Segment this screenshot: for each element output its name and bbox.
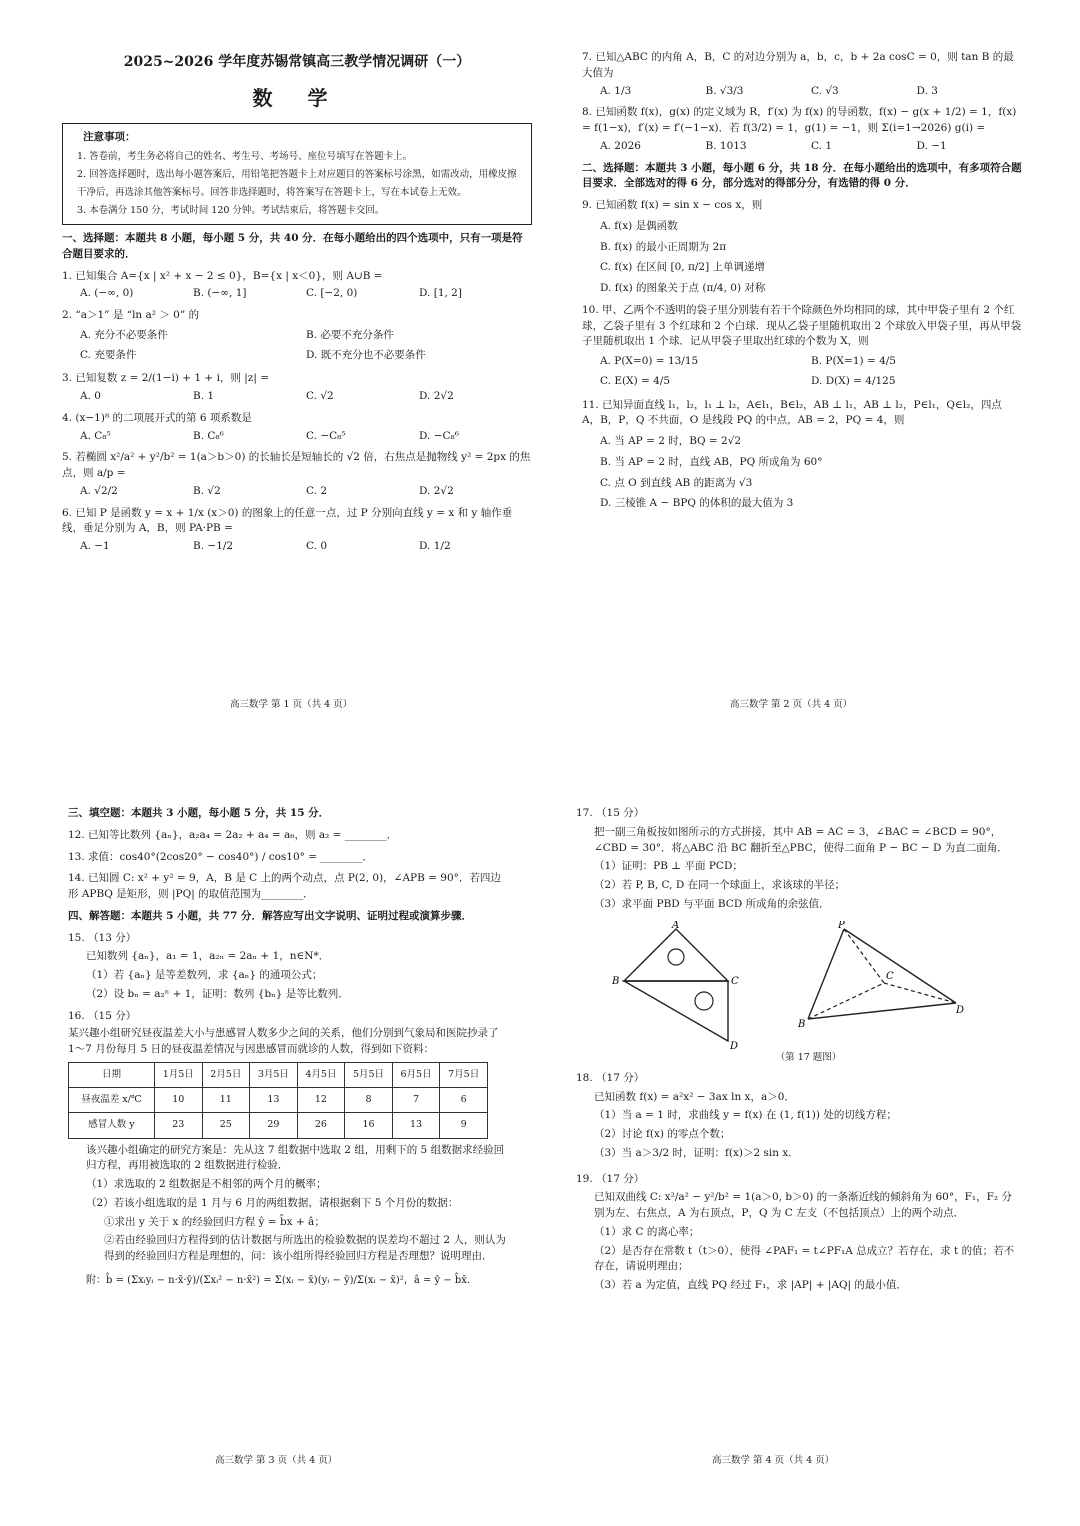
exam-title: 2025~2026 学年度苏锡常镇高三教学情况调研（一） [123,54,471,70]
edge-pd [844,929,956,1003]
page-1 [62,48,532,561]
page-3 [68,800,508,1288]
option: C. 点 O 到直线 AB 的距离为 √3 [600,476,753,489]
table-cell: 25 [202,1113,250,1138]
option: A. P(X=0) = 13/15 [600,355,699,367]
question-head: 15. （13 分） [68,931,137,944]
question-9 [582,198,1022,297]
question-3 [62,371,532,405]
option: C. 1 [811,139,833,152]
table-cell: 4月5日 [297,1062,345,1087]
question-5 [62,450,532,499]
option: C. 2 [306,484,328,497]
question-part: （2）讨论 f(x) 的零点个数； [594,1128,731,1140]
question-17 [576,806,1021,1065]
question-stem: 把一副三角板按如图所示的方式拼接，其中 AB = AC = 3，∠BAC = ∠BCD = 90°，∠CBD = 30°．将△ABC 沿 BC 翻折至△PBC，使得二面角 P − BC − D 为直二面角． [594,825,1008,854]
question-part: （2）是否存在常数 t（t＞0），使得 ∠PAF₁ = t∠PF₁A 总成立？若存在，求 t 的值；若不存在，请说明理由； [594,1244,1015,1273]
question-part: （2）若 P, B, C, D 在同一个球面上，求该球的半径； [594,879,846,891]
option: B. 当 AP = 2 时，直线 AB，PQ 所成角为 60° [600,455,823,468]
question-10 [582,303,1022,392]
question-8 [582,105,1022,154]
question-16 [68,1009,508,1288]
label-b: B [612,975,620,987]
table-cell: 11 [202,1088,250,1113]
option: A. C₈⁵ [80,429,111,442]
question-part: （3）若 a 为定值，直线 PQ 经过 F₁，求 |AP| + |AQ| 的最小值． [594,1279,907,1291]
notice-item: 1. 答卷前，考生务必将自己的姓名、考生号、考场号、座位号填写在答题卡上。 [77,150,413,162]
table-cell: 10 [154,1088,202,1113]
table-cell: 2月5日 [202,1062,250,1087]
option: B. 1013 [705,139,747,152]
option: A. f(x) 是偶函数 [600,219,678,232]
table-cell: 9 [440,1113,488,1138]
option: D. 三棱锥 A − BPQ 的体积的最大值为 3 [600,497,794,510]
question-14: 14. 已知圆 C: x² + y² = 9，A，B 是 C 上的两个动点，点 P(2, 0)，∠APB = 90°．若四边形 APBQ 是矩形，则 |PQ| 的取值范围为________． [68,872,501,900]
question-part: （1）当 a = 1 时，求曲线 y = f(x) 在 (1, f(1)) 处的切线方程； [594,1109,897,1122]
option: D. 1/2 [419,540,451,553]
data-table [68,1062,488,1139]
section-heading: 二、选择题：本题共 3 小题，每小题 6 分，共 18 分．在每小题给出的选项中，有多项符合题目要求．全部选对的得 6 分，部分选对的得部分分，有选错的得 0 分． [582,161,1022,190]
option: B. −1/2 [193,540,234,553]
option: A. −1 [80,540,110,553]
option: B. P(X=1) = 4/5 [811,355,896,367]
option: A. 当 AP = 2 时，BQ = 2√2 [600,435,742,447]
page-footer: 高三数学 第 3 页（共 4 页） [215,1455,338,1466]
notice-box [62,123,532,225]
table-cell: 3月5日 [250,1062,298,1087]
table-cell: 16 [345,1113,393,1138]
table-cell: 1月5日 [154,1062,202,1087]
question-part: （2）设 bₙ = a₂ⁿ + 1，证明：数列 {bₙ} 是等比数列． [86,987,349,1000]
question-13: 13. 求值：cos40°(2cos20° − cos40°) / cos10° = ________． [68,850,373,863]
option: B. √2 [193,484,221,497]
table-cell: 23 [154,1113,202,1138]
question-stem: 已知数列 {aₙ}，a₁ = 1，a₂ₙ = 2aₙ + 1，n∈N*． [86,950,330,963]
triangle-bcd [624,981,728,1041]
question-stem: 6. 已知 P 是函数 y = x + 1/x (x＞0) 的图象上的任意一点，过 P 分别向直线 y = x 和 y 轴作垂线，垂足分别为 A，B，则 PA·PB = [62,506,513,535]
question-part: （3）求平面 PBD 与平面 BCD 所成角的余弦值． [594,897,830,910]
option: A. √2/2 [80,484,118,497]
question-stem: 10. 甲、乙两个不透明的袋子里分别装有若干个除颜色外均相同的球，其中甲袋子里有 2 个红球，乙袋子里有 3 个红球和 2 个白球．现从乙袋子里随机取出 2 个球放入甲袋子里，再从甲袋子里随机取出 1 个球．记从甲袋子里取出红球的个数为 X，则 [582,303,1022,348]
option: D. [1, 2] [419,287,462,300]
question-stem: 9. 已知函数 f(x) = sin x − cos x，则 [582,199,763,211]
question-part: （1）证明：PB ⊥ 平面 PCD； [594,860,743,873]
option: D. 2√2 [419,390,454,403]
option: A. 1/3 [600,84,632,97]
question-text: 该兴趣小组确定的研究方案是：先从这 7 组数据中选取 2 组，用剩下的 5 组数据求经验回归方程，再用被选取的 2 组数据进行检验． [86,1143,505,1172]
table-cell: 6月5日 [392,1062,440,1087]
label-d: D [730,1040,739,1051]
notice-title: 注意事项： [83,131,136,143]
question-stem: 某兴趣小组研究昼夜温差大小与患感冒人数多少之间的关系，他们分别到气象局和医院抄录了 1～7 月份每月 5 日的昼夜温差情况与因患感冒而就诊的人数，得到如下资料： [68,1027,499,1055]
option: B. C₈⁶ [193,429,224,442]
question-stem: 4. (x−1)⁸ 的二项展开式的第 6 项系数是 [62,411,252,424]
option: D. 2√2 [419,484,454,497]
triangle-abc [624,929,728,981]
option: C. E(X) = 4/5 [600,374,671,387]
table-cell: 5月5日 [345,1062,393,1087]
page-footer: 高三数学 第 2 页（共 4 页） [730,699,853,710]
question-12: 12. 已知等比数列 {aₙ}，a₂a₄ = 2a₂ + a₄ = a₆，则 a₂ = ________． [68,828,398,841]
question-stem: 5. 若椭圆 x²/a² + y²/b² = 1(a＞b＞0) 的长轴长是短轴长的 √2 倍，右焦点是抛物线 y² = 2px 的焦点，则 a/p = [62,451,531,480]
section-heading: 四、解答题：本题共 5 小题，共 77 分．解答应写出文字说明、证明过程或演算步骤． [68,909,473,922]
option: B. f(x) 的最小正周期为 2π [600,240,727,253]
table-cell: 13 [392,1113,440,1138]
label-p: P [838,920,845,931]
option: C. [−2, 0) [306,287,358,300]
edge-cd [884,983,956,1003]
edge-pb [808,929,844,1019]
figure-17 [606,921,966,1051]
page-4 [576,800,1021,1297]
figure-caption: （第 17 题图） [775,1051,842,1063]
table-cell: 感冒人数 y [69,1113,155,1138]
table-cell: 日期 [69,1062,155,1087]
edge-pc [844,929,884,983]
question-head: 19. （17 分） [576,1172,645,1185]
question-part: （1）求 C 的离心率； [594,1225,700,1238]
notice-item: 3. 本卷满分 150 分，考试时间 120 分钟。考试结束后，将答题卡交回。 [77,205,385,217]
question-stem: 已知函数 f(x) = a²x² − 3ax ln x，a＞0． [594,1090,795,1103]
label-c: C [731,975,739,987]
option: D. −1 [916,139,947,152]
question-4 [62,411,532,445]
label-b: B [798,1018,806,1030]
option: C. f(x) 在区间 [0, π/2] 上单调递增 [600,261,766,274]
option: B. 1 [193,390,215,403]
option: D. 既不充分也不必要条件 [306,348,426,361]
table-cell: 昼夜温差 x/℃ [69,1088,155,1113]
question-stem: 11. 已知异面直线 l₁，l₂，l₁ ⊥ l₂，A∈l₁，B∈l₂，AB ⊥ l₁，AB ⊥ l₂，P∈l₁，Q∈l₂，四点 A，B，P，Q 不共面，O 是线段 PQ 的中点，AB = 2，PQ = 4，则 [582,398,1002,427]
hole-circle [668,949,684,965]
question-part: （1）求选取的 2 组数据是不相邻的两个月的概率； [86,1178,327,1190]
hole-circle [695,992,713,1010]
table-cell: 6 [440,1088,488,1113]
question-19 [576,1172,1021,1294]
question-stem: 7. 已知△ABC 的内角 A，B，C 的对边分别为 a，b，c，b + 2a cosC = 0，则 tan B 的最大值为 [582,51,1014,79]
table-cell: 12 [297,1088,345,1113]
table-cell: 26 [297,1113,345,1138]
table-row [69,1113,488,1138]
option: C. −C₈⁵ [306,429,346,442]
triangle-board-figure [606,921,756,1051]
question-stem: 8. 已知函数 f(x)，g(x) 的定义域为 R，f′(x) 为 f(x) 的导函数，f(x) − g(x + 1/2) = 1，f(x) = f(1−x)，f′(x) = f′(−1−x)．若 f(3/2) = 1，g(1) = −1，则 Σ(i=1→2026) g(i) = [582,106,1017,134]
table-cell: 29 [250,1113,298,1138]
question-1 [62,269,532,303]
question-head: 18. （17 分） [576,1071,645,1084]
table-cell: 7月5日 [440,1062,488,1087]
question-part: ①求出 y 关于 x 的经验回归方程 ŷ = b̂x + â； [104,1215,325,1228]
table-cell: 8 [345,1088,393,1113]
question-part: （3）当 a＞3/2 时，证明：f(x)＞2 sin x． [594,1146,799,1159]
section-heading: 三、填空题：本题共 3 小题，每小题 5 分，共 15 分． [68,807,330,819]
subject-title: 数 学 [252,86,342,110]
table-row [69,1088,488,1113]
question-part: （2）若该小组选取的是 1 月与 6 月的两组数据，请根据剩下 5 个月份的数据： [86,1196,459,1209]
page-footer: 高三数学 第 4 页（共 4 页） [712,1455,835,1466]
option: B. √3/3 [705,84,744,97]
question-stem: 1. 已知集合 A={x | x² + x − 2 ≤ 0}，B={x | x＜0}，则 A∪B = [62,269,383,282]
formula-note: 附：b̂ = (Σxᵢyᵢ − n·x̄·ȳ)/(Σxᵢ² − n·x̄²) = Σ(xᵢ − x̄)(yᵢ − ȳ)/Σ(xᵢ − x̄)²，â = ȳ − b̂x̄． [86,1274,477,1286]
label-a: A [672,920,680,931]
section-heading: 一、选择题：本题共 8 小题，每小题 5 分，共 40 分．在每小题给出的四个选项中，只有一项是符合题目要求的． [62,232,523,260]
notice-item: 2. 回答选择题时，选出每小题答案后，用铅笔把答题卡上对应题目的答案标号涂黑，如需改动，用橡皮擦干净后，再选涂其他答案标号。回答非选择题时，将答案写在答题卡上，写在本试卷上无效。 [77,168,517,199]
label-c: C [886,970,894,982]
edge-bc [808,983,884,1019]
question-18 [576,1071,1021,1162]
option: B. (−∞, 1] [193,287,247,300]
table-cell: 7 [392,1088,440,1113]
option: A. 充分不必要条件 [80,328,168,341]
option: C. 充要条件 [80,348,137,361]
option: A. 2026 [600,139,641,152]
label-d: D [956,1004,965,1016]
option: D. D(X) = 4/125 [811,374,896,387]
option: D. −C₈⁶ [419,429,459,442]
option: D. 3 [916,84,938,97]
option: C. √3 [811,84,839,97]
option: C. 0 [306,540,328,553]
option: A. (−∞, 0) [80,287,134,300]
option: C. √2 [306,390,334,403]
question-7 [582,50,1022,99]
question-2 [62,308,532,365]
page-footer: 高三数学 第 1 页（共 4 页） [230,699,353,710]
question-6 [62,506,532,555]
question-head: 16. （15 分） [68,1009,137,1022]
question-head: 17. （15 分） [576,807,645,819]
question-stem: 3. 已知复数 z = 2/(1−i) + 1 + i，则 |z| = [62,372,270,385]
question-stem: 2. “a＞1” 是 “ln a² ＞ 0” 的 [62,309,200,322]
page-2 [582,44,1022,517]
question-stem: 已知双曲线 C: x²/a² − y²/b² = 1(a＞0, b＞0) 的一条渐近线的倾斜角为 60°，F₁，F₂ 分别为左、右焦点，A 为右顶点，P，Q 为 C 左支（不包括顶点）上的两个动点． [594,1191,1012,1219]
edge-bd [808,1003,956,1019]
question-15 [68,931,508,1003]
folded-tetrahedron-figure [796,921,966,1031]
table-header-row [69,1062,488,1087]
option: A. 0 [80,390,101,403]
question-11 [582,398,1022,513]
option: B. 必要不充分条件 [306,328,394,341]
question-part: ②若由经验回归方程得到的估计数据与所选出的检验数据的误差均不超过 2 人，则认为得到的经验回归方程是理想的，问：该小组所得经验回归方程是否理想？说明理由． [104,1234,506,1262]
table-cell: 13 [250,1088,298,1113]
option: D. f(x) 的图象关于点 (π/4, 0) 对称 [600,282,766,294]
question-part: （1）若 {aₙ} 是等差数列，求 {aₙ} 的通项公式； [86,969,323,981]
